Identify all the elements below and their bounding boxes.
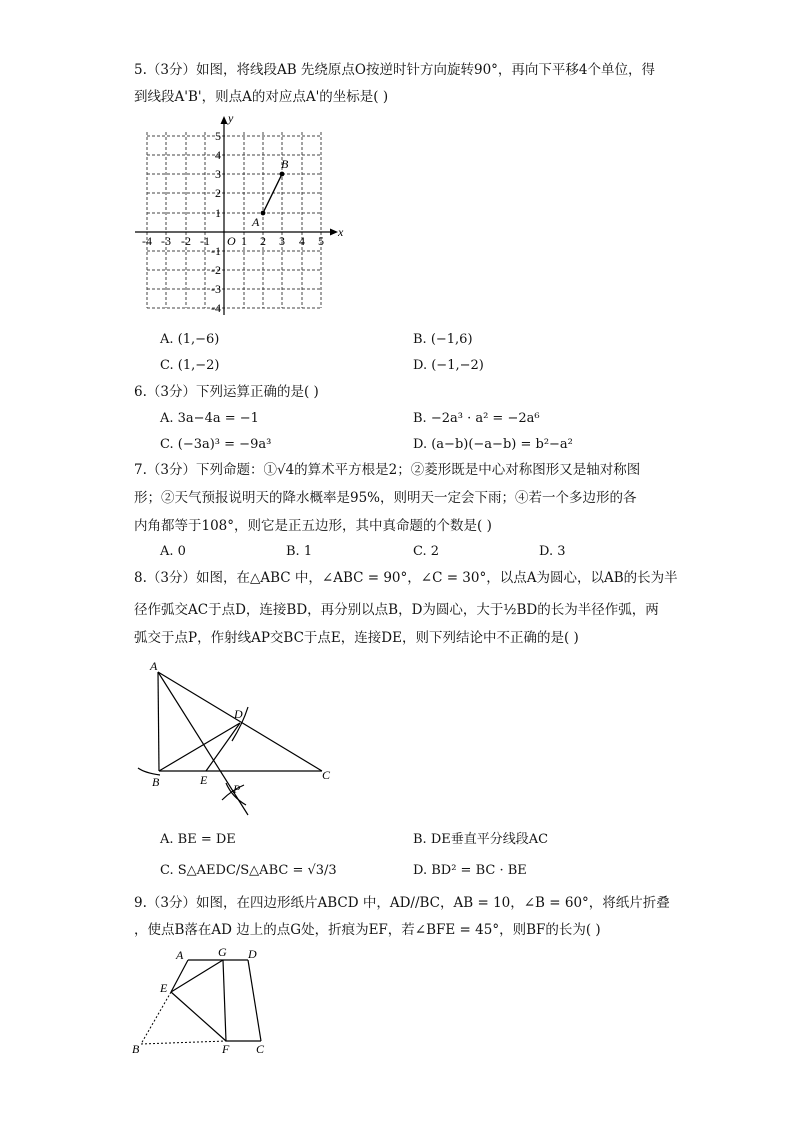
- q7-option-c[interactable]: C. 2: [413, 544, 440, 559]
- x-tick: -1: [200, 234, 210, 248]
- x-tick: 2: [260, 234, 266, 248]
- y-tick: 4: [215, 148, 221, 162]
- q8-point-p: P: [233, 782, 241, 796]
- q5-stem-line2: 到线段A'B'，则点A的对应点A'的坐标是( ): [134, 89, 389, 105]
- x-tick: -3: [161, 234, 171, 248]
- q5-option-a[interactable]: A. (1,−6): [160, 332, 220, 347]
- q9-stem-line2: ，使点B落在AD 边上的点G处，折痕为EF，若∠BFE = 45°，则BF的长为( ): [134, 922, 601, 938]
- point-a-label: A: [252, 215, 260, 229]
- q5-stem-line1: 5.（3分）如图，将线段AB 先绕原点O按逆时针方向旋转90°，再向下平移4个单位，得: [134, 62, 656, 78]
- q9-point-d: D: [248, 947, 257, 961]
- y-tick: 3: [215, 167, 221, 181]
- origin-label: O: [227, 234, 236, 248]
- q6-option-a[interactable]: A. 3a−4a = −1: [160, 411, 259, 426]
- point-b-label: B: [281, 157, 289, 171]
- y-tick: -4: [211, 301, 221, 315]
- q9-point-g: G: [218, 945, 227, 959]
- x-tick: -2: [181, 234, 191, 248]
- q5-coordinate-graph: [130, 112, 360, 317]
- x-tick: -4: [142, 234, 152, 248]
- q9-point-f: F: [222, 1042, 230, 1056]
- q8-point-c: C: [322, 768, 331, 782]
- q7-option-d[interactable]: D. 3: [539, 544, 566, 559]
- y-tick: 2: [215, 186, 221, 200]
- q8-option-c[interactable]: C. S△AEDC/S△ABC = √3/3: [160, 863, 337, 878]
- y-tick: -2: [211, 263, 221, 277]
- q8-point-d: D: [234, 707, 243, 721]
- x-axis-label: x: [338, 225, 344, 239]
- y-tick: 1: [215, 206, 221, 220]
- q8-option-b[interactable]: B. DE垂直平分线段AC: [413, 832, 549, 847]
- q5-option-b[interactable]: B. (−1,6): [413, 332, 473, 347]
- q9-quadrilateral-figure: [130, 945, 280, 1060]
- q8-triangle-figure: [130, 655, 340, 815]
- q9-point-a: A: [176, 948, 184, 962]
- x-tick: 5: [318, 234, 324, 248]
- q7-option-a[interactable]: A. 0: [160, 544, 186, 559]
- q6-option-b[interactable]: B. −2a³ · a² = −2a⁶: [413, 411, 540, 426]
- y-tick: -1: [211, 244, 221, 258]
- q6-option-d[interactable]: D. (a−b)(−a−b) = b²−a²: [413, 437, 573, 452]
- q5-option-d[interactable]: D. (−1,−2): [413, 358, 484, 373]
- q8-stem-line2: 径作弧交AC于点D，连接BD，再分别以点B，D为圆心，大于½BD的长为半径作弧，两: [134, 602, 659, 618]
- q7-stem-line1: 7.（3分）下列命题：①√4的算术平方根是2；②菱形既是中心对称图形又是轴对称图: [134, 462, 641, 478]
- x-tick: 4: [299, 234, 305, 248]
- q9-stem-line1: 9.（3分）如图，在四边形纸片ABCD 中，AD//BC，AB = 10，∠B = 60°，将纸片折叠: [134, 895, 670, 911]
- q8-point-b: B: [152, 775, 160, 789]
- q9-point-b: B: [132, 1042, 140, 1056]
- q7-stem-line2: 形；②天气预报说明天的降水概率是95%，则明天一定会下雨；④若一个多边形的各: [134, 490, 637, 506]
- q5-option-c[interactable]: C. (1,−2): [160, 358, 220, 373]
- q7-stem-line3: 内角都等于108°，则它是正五边形，其中真命题的个数是( ): [134, 518, 492, 534]
- y-axis-label: y: [228, 111, 234, 125]
- y-tick: -3: [211, 282, 221, 296]
- q8-stem-line1: 8.（3分）如图，在△ABC 中，∠ABC = 90°，∠C = 30°，以点A为圆心，以AB的长为半: [134, 570, 678, 586]
- q8-point-a: A: [150, 659, 158, 673]
- y-tick: 5: [215, 129, 221, 143]
- q8-stem-line3: 弧交于点P，作射线AP交BC于点E，连接DE，则下列结论中不正确的是( ): [134, 630, 579, 646]
- q8-point-e: E: [200, 773, 208, 787]
- q8-option-d[interactable]: D. BD² = BC · BE: [413, 863, 527, 878]
- q9-point-c: C: [256, 1042, 265, 1056]
- x-tick: 3: [279, 234, 285, 248]
- x-tick: 1: [241, 234, 247, 248]
- q8-option-a[interactable]: A. BE = DE: [160, 832, 236, 847]
- q6-stem: 6.（3分）下列运算正确的是( ): [134, 384, 319, 400]
- q9-point-e: E: [160, 981, 168, 995]
- q6-option-c[interactable]: C. (−3a)³ = −9a³: [160, 437, 272, 452]
- q7-option-b[interactable]: B. 1: [286, 544, 313, 559]
